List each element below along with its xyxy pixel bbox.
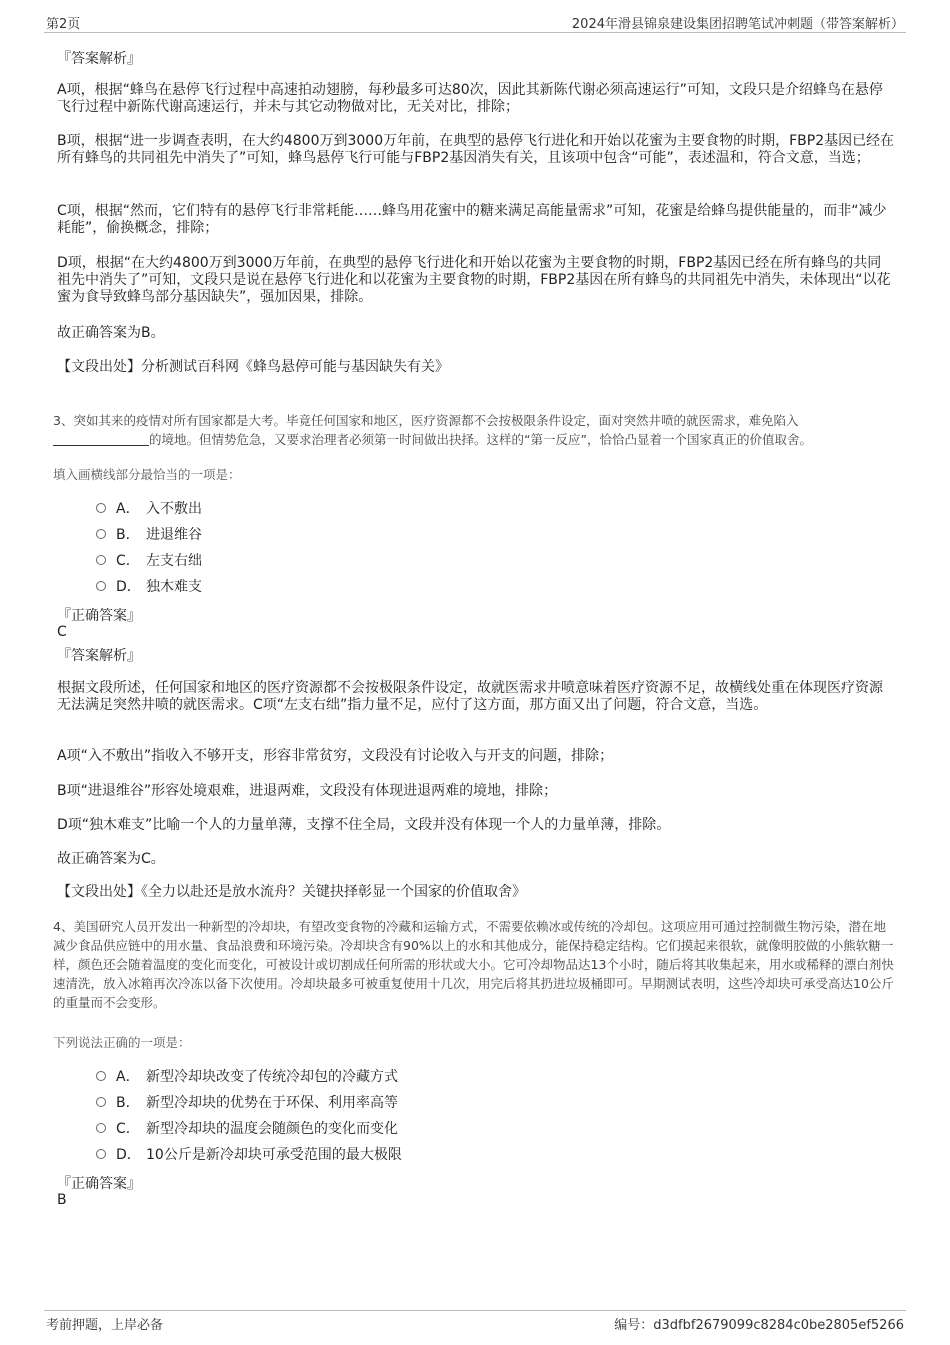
analysis-label: 『答案解析』 [57,51,141,67]
analysis-paragraph: B项，根据“进一步调查表明，在大约4800万到3000万年前，在典型的悬停飞行进化和开始以花蜜为主要食物的时期，FBP2基因已经在所有蜂鸟的共同祖先中消失了”可知，蜂鸟悬停飞行可能与FBP2基因消失有关，且该项中包含“可能”，表述温和，符合文意，当选； [57,133,895,166]
document-id: 编号：d3dfbf2679099c8284c0be2805ef5266 [614,1318,904,1333]
radio-icon[interactable] [96,1071,106,1081]
radio-icon[interactable] [96,529,106,539]
fill-blank-line [53,433,149,446]
analysis-paragraph: A项“入不敷出”指收入不够开支，形容非常贫穷，文段没有讨论收入与开支的问题，排除； [57,748,614,764]
question-3-text: 3、突如其来的疫情对所有国家都是大考。毕竟任何国家和地区，医疗资源都不会按极限条件设定，面对突然井喷的就医需求，难免陷入 的境地。但情势危急，又要求治理者必须第一时间做出抉择。这样的“第一反应”，恰恰凸显着一个国家真正的价值取舍。 [53,413,812,447]
option-d[interactable]: D． 10公斤是新冷却块可承受范围的最大极限 [96,1145,402,1163]
correct-answer-label: 『正确答案』 [57,608,141,624]
option-c[interactable]: C． 新型冷却块的温度会随颜色的变化而变化 [96,1119,398,1137]
radio-icon[interactable] [96,581,106,591]
option-b[interactable]: B． 进退维谷 [96,525,202,543]
option-c[interactable]: C． 左支右绌 [96,551,202,569]
analysis-paragraph: 根据文段所述，任何国家和地区的医疗资源都不会按极限条件设定，故就医需求井喷意味着医疗资源不足，故横线处重在体现医疗资源无法满足突然井喷的就医需求。C项“左支右绌”指力量不足，应付了这方面，那方面又出了问题，符合文意，当选。 [57,680,883,713]
analysis-paragraph: A项，根据“蜂鸟在悬停飞行过程中高速拍动翅膀，每秒最多可达80次，因此其新陈代谢必须高速运行”可知，文段只是介绍蜂鸟在悬停飞行过程中新陈代谢高速运行，并未与其它动物做对比，无关对比，排除； [57,82,883,115]
option-d[interactable]: D． 独木难支 [96,577,202,595]
header-divider [44,32,906,33]
correct-answer-label: 『正确答案』 [57,1176,141,1192]
option-a[interactable]: A． 入不敷出 [96,499,202,517]
question-4-text: 4、美国研究人员开发出一种新型的冷却块，有望改变食物的冷藏和运输方式，不需要依赖冰或传统的冷却包。这项应用可通过控制微生物污染，潜在地减少食品供应链中的用水量、食品浪费和环境污染。冷却块含有90%以上的水和其他成分，能保持稳定结构。它们摸起来很软，就像明胶做的小熊软糖一样，颜色还会随着温度的变化而变化，可被设计或切割成任何所需的形状或大小。它可冷却物品达13个小时，随后将其收集起来，用水或稀释的漂白剂快速清洗，放入冰箱再次冷冻以备下次使用。冷却块最多可被重复使用十几次，用完后将其扔进垃圾桶即可。早期测试表明，这些冷却块可承受高达10公斤的重量而不会变形。 [53,919,894,1010]
page-number: 第2页 [46,17,81,32]
final-answer-text: 故正确答案为C。 [57,851,165,867]
final-answer-text: 故正确答案为B。 [57,325,165,341]
source-citation: 【文段出处】分析测试百科网《蜂鸟悬停可能与基因缺失有关》 [57,359,449,375]
footer-slogan: 考前押题，上岸必备 [46,1318,164,1333]
analysis-label: 『答案解析』 [57,648,141,664]
analysis-paragraph: C项，根据“然而，它们特有的悬停飞行非常耗能……蜂鸟用花蜜中的糖来满足高能量需求”可知，花蜜是给蜂鸟提供能量的，而非“减少耗能”，偷换概念，排除； [57,203,887,236]
radio-icon[interactable] [96,555,106,565]
correct-answer-value: B [57,1192,67,1208]
source-citation: 【文段出处】《全力以赴还是放水流舟？关键抉择彰显一个国家的价值取舍》 [57,884,526,900]
radio-icon[interactable] [96,1149,106,1159]
radio-icon[interactable] [96,1123,106,1133]
option-b[interactable]: B． 新型冷却块的优势在于环保、利用率高等 [96,1093,398,1111]
correct-answer-value: C [57,624,67,640]
footer-divider [44,1310,906,1311]
question-3-prompt: 填入画横线部分最恰当的一项是： [53,467,241,482]
radio-icon[interactable] [96,503,106,513]
analysis-paragraph: D项，根据“在大约4800万到3000万年前，在典型的悬停飞行进化和开始以花蜜为主要食物的时期，FBP2基因已经在所有蜂鸟的共同祖先中消失了”可知，文段只是说在悬停飞行进化和以花蜜为主要食物的时期，FBP2基因在所有蜂鸟的共同祖先中消失，未体现出“以花蜜为食导致蜂鸟部分基因缺失”，强加因果，排除。 [57,255,891,305]
document-title: 2024年滑县锦泉建设集团招聘笔试冲刺题（带答案解析） [571,17,904,32]
analysis-paragraph: B项“进退维谷”形容处境艰难，进退两难，文段没有体现进退两难的境地，排除； [57,783,558,799]
analysis-paragraph: D项“独木难支”比喻一个人的力量单薄，支撑不住全局，文段并没有体现一个人的力量单薄，排除。 [57,817,671,833]
option-a[interactable]: A． 新型冷却块改变了传统冷却包的冷藏方式 [96,1067,398,1085]
question-4-prompt: 下列说法正确的一项是： [53,1035,191,1050]
radio-icon[interactable] [96,1097,106,1107]
